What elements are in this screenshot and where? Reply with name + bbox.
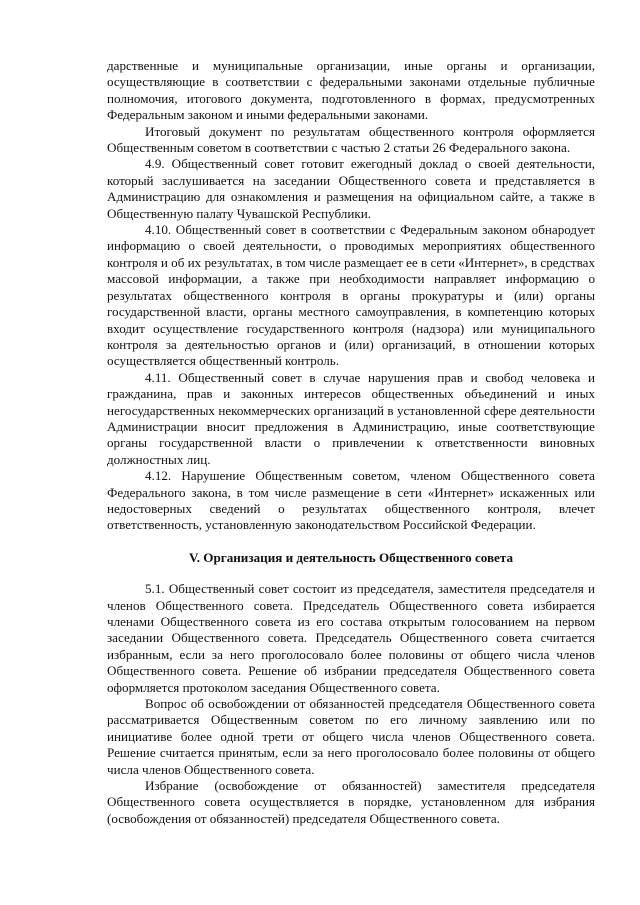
- paragraph-final-document: Итоговый документ по результатам общественного контроля оформляется Общественным советом в соответствии с частью 2 статьи 26 Федерального закона.: [107, 123, 595, 156]
- paragraph-5-1: 5.1. Общественный совет состоит из председателя, заместителя председателя и членов Общественного совета. Председатель Общественного совета избирается членами Общественного совета из его состава открытым голосованием на первом заседании Общественного совета. Председатель Общественного совета считается избранным, если за него проголосовало более половины от общего числа членов Общественного совета. Решение об избрании председателя Общественного совета оформляется протоколом заседания Общественного совета.: [107, 581, 595, 695]
- paragraph-continuation: дарственные и муниципальные организации, иные органы и организации, осуществляющие в соответствии с федеральными законами отдельные публичные полномочия, итогового документа, подготовленного в формах, предусмотренных Федеральным законом и иными федеральными законами.: [107, 58, 595, 123]
- paragraph-4-10: 4.10. Общественный совет в соответствии с Федеральным законом обнародует информацию о своей деятельности, о проводимых мероприятиях общественного контроля и об их результатах, в том числе размещает ее в сети «Интернет», в средствах массовой информации, а также при необходимости направляет информацию о результатах общественного контроля в органы прокуратуры и (или) органы государственной власти, органы местного самоуправления, в компетенцию которых входит осуществление государственного контроля (надзора) или муниципального контроля за деятельностью органов и (или) организаций, в отношении которых осуществляется общественный контроль.: [107, 222, 595, 369]
- document-page: [107, 58, 595, 827]
- paragraph-4-11: 4.11. Общественный совет в случае нарушения прав и свобод человека и гражданина, прав и законных интересов общественных объединений и иных негосударственных некоммерческих организаций в установленной сфере деятельности Администрации вносит предложения в Администрацию, иные соответствующие органы государственной власти о привлечении к ответственности виновных должностных лиц.: [107, 369, 595, 467]
- paragraph-deputy-election: Избрание (освобождение от обязанностей) заместителя председателя Общественного совета осуществляется в порядке, установленном для избрания (освобождения от обязанностей) председателя Общественного совета.: [107, 778, 595, 826]
- section-heading-v: V. Организация и деятельность Общественного совета: [188, 549, 513, 565]
- paragraph-4-12: 4.12. Нарушение Общественным советом, членом Общественного совета Федерального закона, в том числе размещение в сети «Интернет» искаженных или недостоверных сведений о результатах общественного контроля, влечет ответственность, установленную законодательством Российской Федерации.: [107, 468, 595, 533]
- paragraph-chair-dismissal: Вопрос об освобождении от обязанностей председателя Общественного совета рассматривается Общественным советом по его личному заявлению или по инициативе более одной трети от общего числа членов Общественного совета. Решение считается принятым, если за него проголосовало более половины от общего числа членов Общественного совета.: [107, 696, 595, 777]
- paragraph-4-9: 4.9. Общественный совет готовит ежегодный доклад о своей деятельности, который заслушивается на заседании Общественного совета и представляется в Администрацию для ознакомления и размещения на официальном сайте, а также в Общественную палату Чувашской Республики.: [107, 156, 595, 221]
